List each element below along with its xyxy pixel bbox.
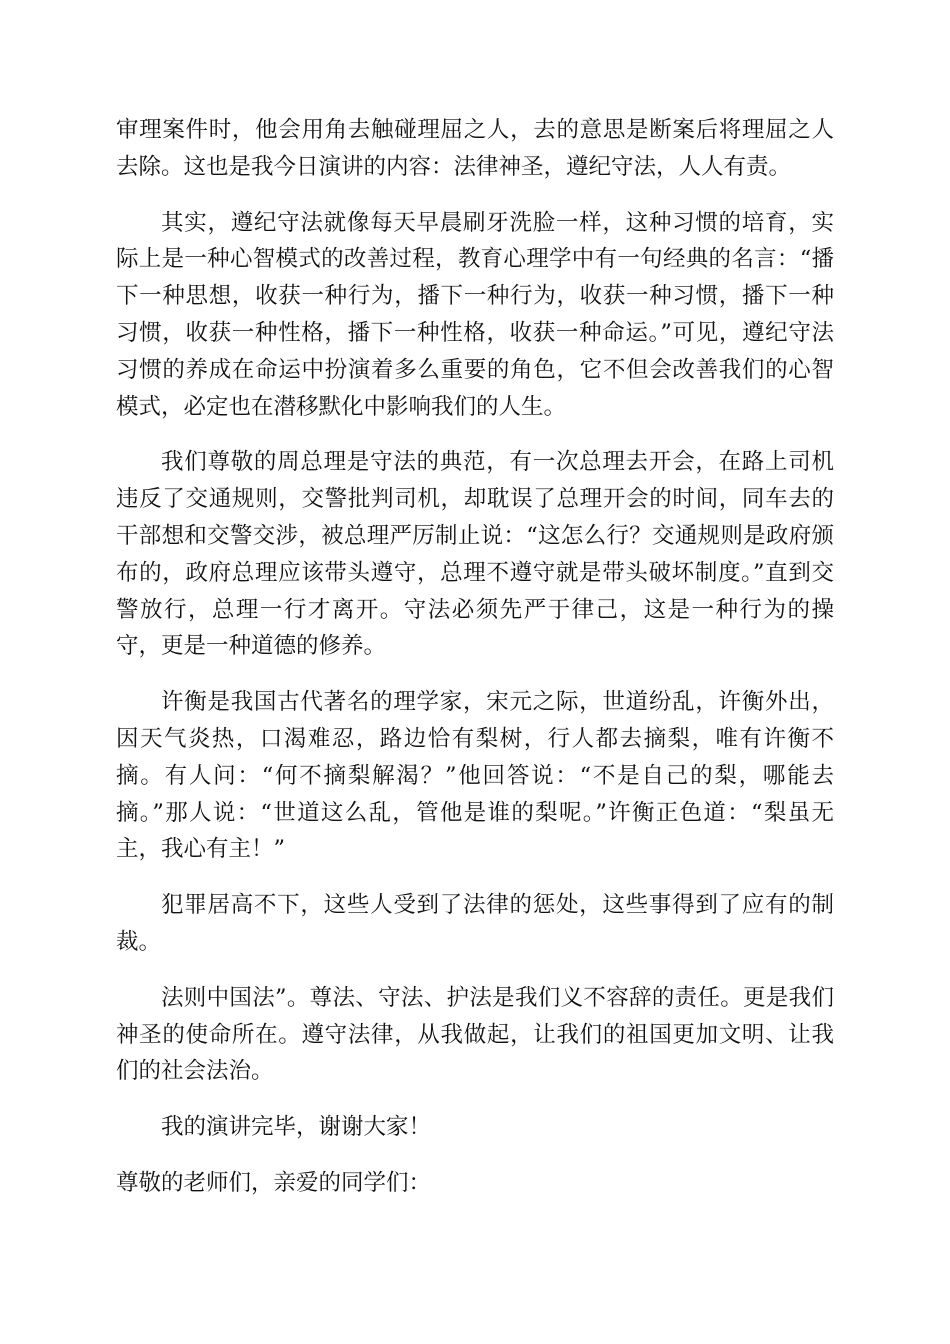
paragraph-2: 其实，遵纪守法就像每天早晨刷牙洗脸一样，这种习惯的培育，实际上是一种心智模式的改善过程，教育心理学中有一句经典的名言：“播下一种思想，收获一种行为，播下一种行为，收获一种习惯，播下一种习惯，收获一种性格，播下一种性格，收获一种命运。”可见，遵纪守法习惯的养成在命运中扮演着多么重要的角色，它不但会改善我们的心智模式，必定也在潜移默化中影响我们的人生。 <box>116 209 834 420</box>
paragraph-4: 许衡是我国古代著名的理学家，宋元之际，世道纷乱，许衡外出，因天气炎热，口渴难忍，路边恰有梨树，行人都去摘梨，唯有许衡不摘。有人问：“何不摘梨解渴？”他回答说：“不是自己的梨，哪能去摘。”那人说：“世道这么乱，管他是谁的梨呢。”许衡正色道：“梨虽无主，我心有主！” <box>116 689 834 863</box>
paragraph-5: 犯罪居高不下，这些人受到了法律的惩处，这些事得到了应有的制裁。 <box>116 892 834 955</box>
salutation: 尊敬的老师们，亲爱的同学们： <box>116 1169 432 1196</box>
paragraph-1: 审理案件时，他会用角去触碰理屈之人，去的意思是断案后将理屈之人去除。这也是我今日演讲的内容：法律神圣，遵纪守法，人人有责。 <box>116 117 834 180</box>
paragraph-6: 法则中国法”。尊法、守法、护法是我们义不容辞的责任。更是我们神圣的使命所在。遵守法律，从我做起，让我们的祖国更加文明、让我们的社会法治。 <box>116 984 834 1085</box>
paragraph-3: 我们尊敬的周总理是守法的典范，有一次总理去开会，在路上司机违反了交通规则，交警批判司机，却耽误了总理开会的时间，同车去的干部想和交警交涉，被总理严厉制止说：“这怎么行？交通规则是政府颁布的，政府总理应该带头遵守，总理不遵守就是带头破坏制度。”直到交警放行，总理一行才离开。守法必须先严于律己，这是一种行为的操守，更是一种道德的修养。 <box>116 449 834 660</box>
document-body <box>116 112 834 1221</box>
paragraph-7: 我的演讲完毕，谢谢大家！ <box>161 1114 432 1141</box>
